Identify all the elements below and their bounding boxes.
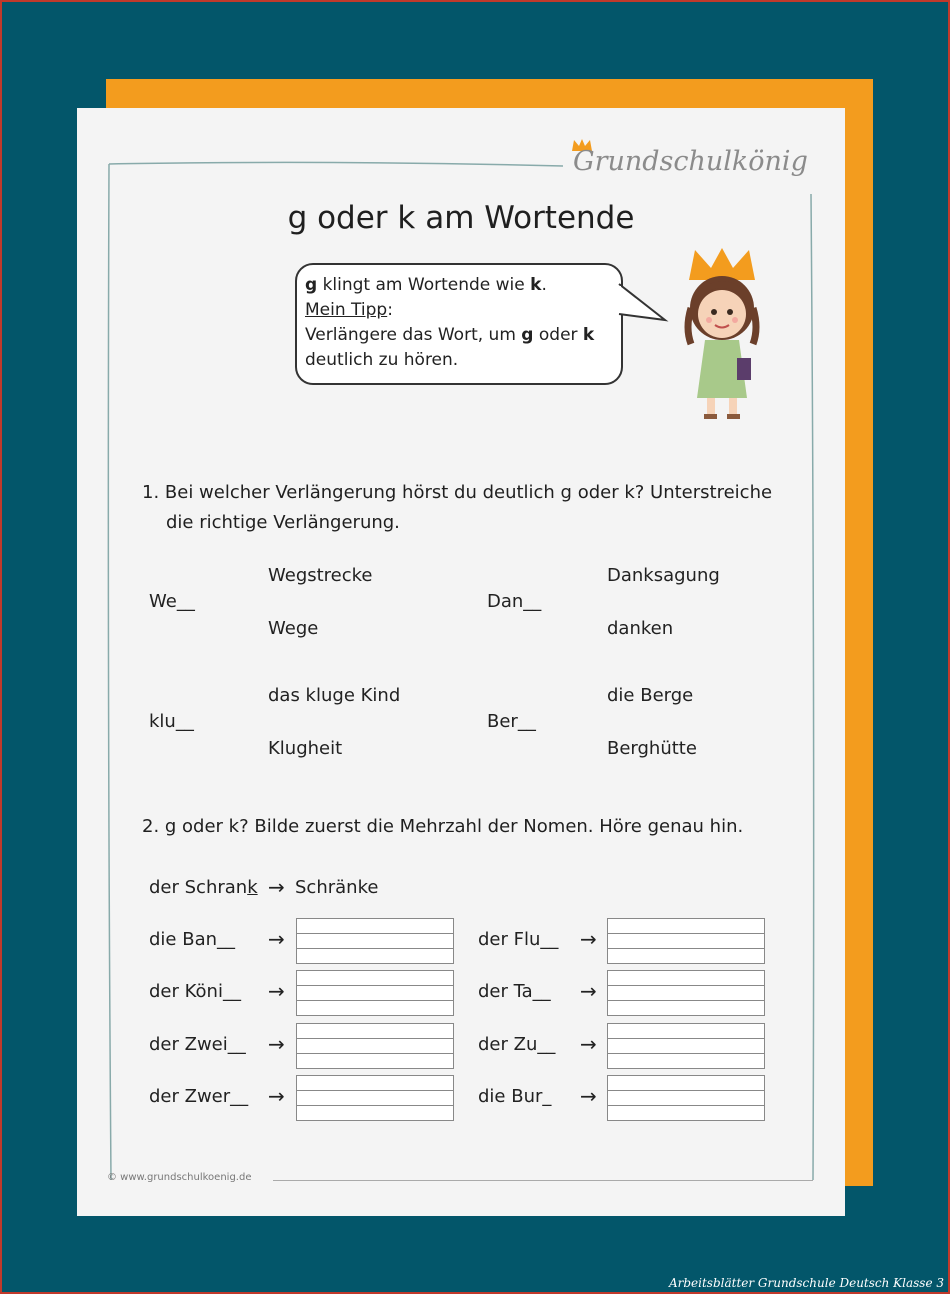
task1-option[interactable]: Berghütte bbox=[607, 738, 697, 759]
task1-option[interactable]: das kluge Kind bbox=[268, 685, 401, 706]
noun-right: der Flu__ bbox=[478, 929, 559, 950]
answer-box[interactable] bbox=[607, 970, 765, 1016]
task-1-instruction: 1. Bei welcher Verlängerung hörst du deutlich g oder k? Unterstreiche die richtige Verlängerung. bbox=[142, 482, 773, 533]
answer-box[interactable] bbox=[296, 1023, 454, 1069]
answer-box[interactable] bbox=[607, 1023, 765, 1069]
answer-box[interactable] bbox=[296, 1075, 454, 1121]
task1-option[interactable]: Danksagung bbox=[607, 565, 720, 586]
answer-box[interactable] bbox=[296, 918, 454, 964]
page-title: g oder k am Wortende bbox=[287, 200, 635, 236]
task1-stem: Ber__ bbox=[487, 711, 536, 732]
noun-right: der Ta__ bbox=[478, 981, 551, 1002]
arrow-right-icon: → bbox=[268, 1084, 285, 1108]
noun-left: der Zwer__ bbox=[149, 1086, 249, 1107]
answer-box[interactable] bbox=[607, 918, 765, 964]
tip-text bbox=[305, 273, 594, 373]
arrow-right-icon: → bbox=[268, 979, 285, 1003]
footer-divider bbox=[273, 1180, 813, 1181]
arrow-right-icon: → bbox=[580, 927, 597, 951]
brand-logo: Grundschulkönig bbox=[573, 146, 808, 177]
noun-left: die Ban__ bbox=[149, 929, 236, 950]
girl-with-crown-illustration bbox=[677, 248, 767, 423]
speech-bubble-tail bbox=[615, 268, 675, 328]
tip-line-2: Mein Tipp: bbox=[305, 300, 393, 320]
arrow-right-icon: → bbox=[268, 927, 285, 951]
task1-stem: klu__ bbox=[149, 711, 194, 732]
task1-option[interactable]: danken bbox=[607, 618, 674, 639]
task1-option[interactable]: Wege bbox=[268, 618, 319, 639]
image-caption: Arbeitsblätter Grundschule Deutsch Klasse 3 bbox=[668, 1276, 944, 1290]
tip-line-3: Verlängere das Wort, um g oder k bbox=[305, 325, 595, 345]
arrow-right-icon: → bbox=[580, 979, 597, 1003]
noun-right: die Bur_ bbox=[478, 1086, 552, 1107]
noun-left: der Köni__ bbox=[149, 981, 241, 1002]
answer-box[interactable] bbox=[607, 1075, 765, 1121]
footer-copyright: © www.grundschulkoenig.de bbox=[107, 1172, 252, 1183]
tip-line-4: deutlich zu hören. bbox=[305, 350, 459, 370]
example-noun: der Schrank bbox=[149, 877, 258, 898]
example-answer: Schränke bbox=[295, 877, 379, 898]
arrow-right-icon: → bbox=[268, 1032, 285, 1056]
task1-option[interactable]: Klugheit bbox=[268, 738, 343, 759]
worksheet bbox=[77, 108, 845, 1216]
noun-right: der Zu__ bbox=[478, 1034, 556, 1055]
tip-line-1: g klingt am Wortende wie k. bbox=[305, 275, 547, 295]
task1-option[interactable]: Wegstrecke bbox=[268, 565, 373, 586]
arrow-right-icon: → bbox=[580, 1032, 597, 1056]
arrow-right-icon: → bbox=[580, 1084, 597, 1108]
answer-box[interactable] bbox=[296, 970, 454, 1016]
arrow-right-icon: → bbox=[268, 875, 285, 899]
task1-stem: Dan__ bbox=[487, 591, 542, 612]
task1-stem: We__ bbox=[149, 591, 195, 612]
task-2-instruction: 2. g oder k? Bilde zuerst die Mehrzahl der Nomen. Höre genau hin. bbox=[142, 816, 744, 837]
task1-option[interactable]: die Berge bbox=[607, 685, 694, 706]
noun-left: der Zwei__ bbox=[149, 1034, 246, 1055]
